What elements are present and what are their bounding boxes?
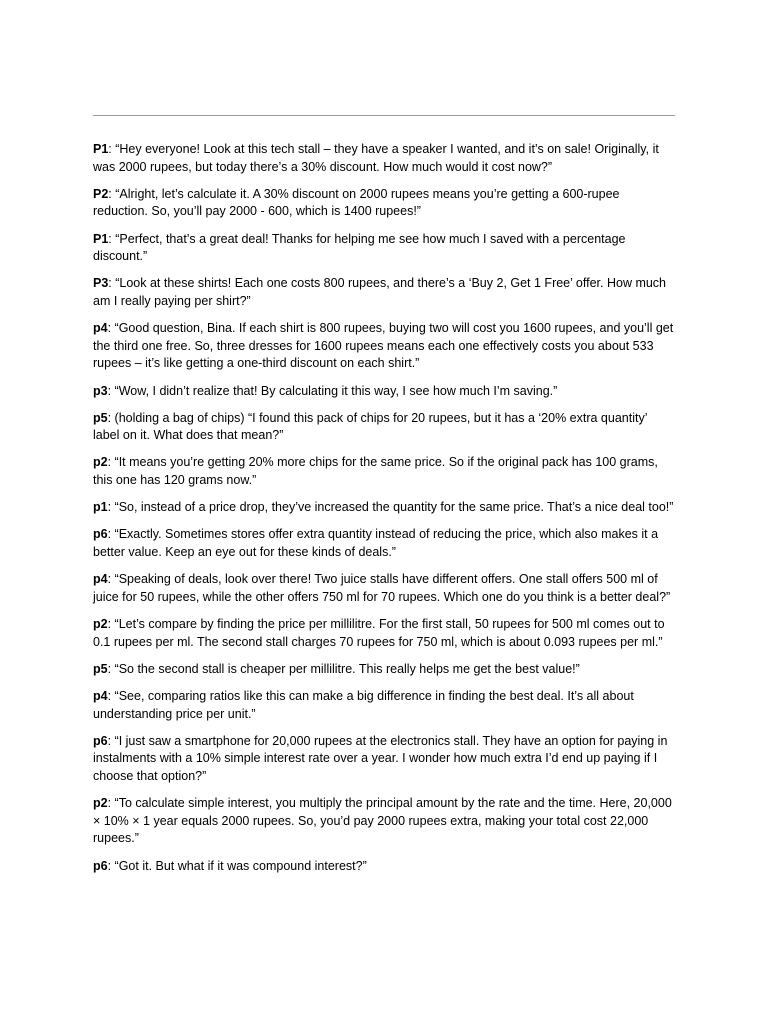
speaker-label: P2: [93, 186, 109, 201]
dialogue-text: : “See, comparing ratios like this can make a big difference in finding the best deal. It’s all about understanding price per unit.”: [93, 688, 634, 721]
dialogue-line: [93, 795, 675, 848]
speaker-label: p4: [93, 572, 108, 587]
speaker-label: p2: [93, 455, 108, 470]
dialogue-line: [93, 454, 675, 489]
dialogue-line: [93, 688, 675, 723]
speaker-label: p3: [93, 383, 108, 398]
dialogue-line: [93, 733, 675, 786]
speaker-label: p2: [93, 796, 108, 811]
speaker-label: P1: [93, 142, 109, 156]
speaker-label: P3: [93, 276, 109, 291]
dialogue-text: : “Exactly. Sometimes stores offer extra quantity instead of reducing the price, which also makes it a better value. Keep an eye out for these kinds of deals.”: [93, 527, 659, 560]
dialogue-line: [93, 275, 675, 310]
dialogue-line: [93, 499, 675, 517]
dialogue-text: : “Got it. But what if it was compound interest?”: [107, 858, 367, 873]
speaker-label: p6: [93, 527, 108, 542]
dialogue-text: : “To calculate simple interest, you multiply the principal amount by the rate and the time. Here, 20,000 × 10% × 1 year equals 2000 rupees. So, you’d pay 2000 rupees extra, making your total cost 22,000 rupees.”: [93, 796, 672, 846]
dialogue-text: : “So the second stall is cheaper per millilitre. This really helps me get the best value!”: [107, 661, 580, 676]
dialogue-text: : “Hey everyone! Look at this tech stall – they have a speaker I wanted, and it’s on sale! Originally, it was 2000 rupees, but today there’s a 30% discount. How much would it cost now?”: [93, 142, 659, 174]
speaker-label: p5: [93, 410, 108, 425]
dialogue-text: : “Look at these shirts! Each one costs 800 rupees, and there’s a ‘Buy 2, Get 1 Free’ offer. How much am I really paying per shirt?”: [93, 276, 667, 308]
dialogue-text: : “Perfect, that’s a great deal! Thanks for helping me see how much I saved with a percentage discount.”: [93, 231, 626, 264]
dialogue-text: : “Good question, Bina. If each shirt is 800 rupees, buying two will cost you 1600 rupees, and you’ll get the third one free. So, three dresses for 1600 rupees means each one effectively costs you about 533 rupees – it’s like getting a one-third discount on each shirt.”: [93, 321, 674, 371]
dialogue-line: [93, 571, 675, 606]
dialogue-text: : “I just saw a smartphone for 20,000 rupees at the electronics stall. They have an option for paying in instalments with a 10% simple interest rate over a year. I wonder how much extra I’d end up paying if I choose that option?”: [93, 733, 668, 783]
dialogue-line: [93, 231, 675, 266]
speaker-label: p1: [93, 500, 108, 515]
speaker-label: p2: [93, 617, 108, 631]
speaker-label: P1: [93, 231, 109, 246]
dialogue-line: [93, 616, 675, 651]
dialogue-line: [93, 410, 675, 445]
speaker-label: p4: [93, 321, 108, 336]
dialogue-text: : “Let’s compare by finding the price per millilitre. For the first stall, 50 rupees for 500 ml comes out to 0.1 rupees per ml. The second stall charges 70 rupees for 750 ml, which is about 0.093 rupees per ml.”: [93, 617, 665, 649]
dialogue-text: : (holding a bag of chips) “I found this pack of chips for 20 rupees, but it has a ‘20% extra quantity’ label on it. What does that mean?”: [93, 410, 648, 443]
header-divider: [93, 115, 675, 116]
speaker-label: p5: [93, 661, 108, 676]
dialogue-text: : “It means you’re getting 20% more chips for the same price. So if the original pack has 100 grams, this one has 120 grams now.”: [93, 455, 658, 488]
dialogue-line: [93, 858, 675, 876]
speaker-label: p6: [93, 858, 108, 873]
dialogue-text: : “Speaking of deals, look over there! Two juice stalls have different offers. One stall offers 500 ml of juice for 50 rupees, while the other offers 750 ml for 70 rupees. Which one do you think is a better deal?”: [93, 572, 671, 604]
dialogue-line: [93, 383, 675, 401]
dialogue-body: [93, 141, 675, 885]
speaker-label: p6: [93, 733, 108, 748]
dialogue-line: [93, 526, 675, 561]
dialogue-line: [93, 661, 675, 679]
speaker-label: p4: [93, 688, 108, 703]
dialogue-text: : “So, instead of a price drop, they’ve increased the quantity for the same price. That’s a nice deal too!”: [107, 500, 674, 515]
dialogue-text: : “Wow, I didn’t realize that! By calculating it this way, I see how much I’m saving.”: [107, 383, 558, 398]
dialogue-text: : “Alright, let’s calculate it. A 30% discount on 2000 rupees means you’re getting a 600-rupee reduction. So, you’ll pay 2000 - 600, which is 1400 rupees!”: [93, 186, 620, 219]
dialogue-line: [93, 141, 675, 176]
dialogue-line: [93, 320, 675, 373]
dialogue-line: [93, 186, 675, 221]
